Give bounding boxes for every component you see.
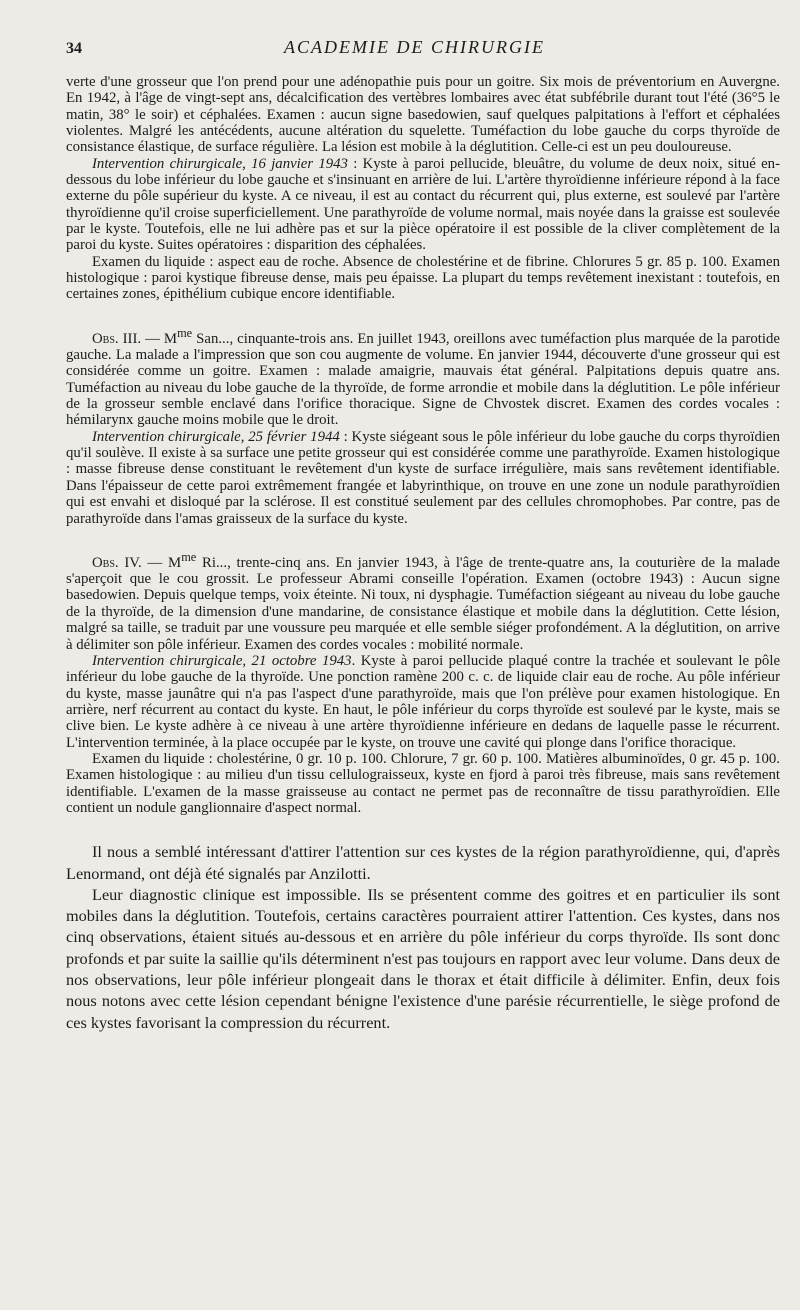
page-number: 34 [66, 40, 82, 57]
obs3-intervention-text: : Kyste siégeant sous le pôle inférieur du lobe gauche du corps thyroïdien qu'il soulève. Il existe à sa surface une petite grosseur qui est considérée comme une parathyroïde. Examen histologique : masse fibreuse dense constituant le revêtement d'un kyste de surface irrégulière, mais sans revêtement identifiable. Dans l'épaisseur de cette paroi extrêmement frangée et labyrinthique, on trouve en une zone un nodule parathyroïdien qui est envahi et disloqué par la sclérose. Il est constitué seulement par des cellules chromophobes. Par contre, pas de parathyroïde dans l'amas graisseux de la surface du kyste. [66, 428, 780, 527]
spacer [66, 303, 780, 325]
obs4-intro: — M [141, 554, 182, 571]
case-reports [66, 74, 780, 816]
obs3-sup: me [177, 325, 193, 340]
obs3-history [66, 325, 780, 429]
spacer [66, 816, 780, 841]
obs4-label: Obs. IV. [92, 554, 142, 571]
obs4-history [66, 549, 780, 653]
spacer [66, 527, 780, 549]
obs3-label: Obs. III. [92, 330, 142, 347]
obs2-intervention-label: Intervention chirurgicale, 16 janvier 1943 [92, 155, 348, 172]
obs3-intro: — M [141, 330, 178, 347]
obs4-intervention-text: . Kyste à paroi pellucide plaqué contre la trachée et soulevant le pôle inférieur du lobe gauche de la thyroïde. Une ponction ramène 200 c. c. de liquide clair eau de roche. Au pôle inférieur du kyste, masse jaunâtre qui n'a pas l'aspect d'une parathyroïde, mais que l'on prélève pour examen histologique. En arrière, nerf récurrent au contact du kyste. En haut, le pôle inférieur du corps thyroïde est soulevé par le kyste, mais se clive bien. Le kyste adhère à ce niveau à une artère thyroïdienne inférieure en dedans de laquelle passe le récurrent. L'intervention terminée, à la place occupée par le kyste, on trouve une cavité qui plonge dans l'orifice thoracique. [66, 652, 781, 751]
obs3-text: San..., cinquante-trois ans. En juillet 1943, oreillons avec tuméfaction plus marquée de la parotide gauche. La malade a l'impression que son cou augmente de volume. En janvier 1944, découverte d'une grosseur qui est considérée comme un goitre. Examen : malade amaigrie, mauvais état général. Palpitations depuis quatre ans. Tuméfaction au niveau du lobe gauche de la thyroïde, de forme arrondie et mobile dans la déglutition. Le pôle inférieur de la grosseur semble enclavé dans l'orifice thoracique. Signe de Chvostek discret. Examen des cordes vocales : hémilarynx gauche moins mobile que le droit. [66, 330, 780, 429]
obs4-sup: me [181, 549, 197, 564]
obs2-intervention [66, 156, 780, 254]
discussion-paragraph-1: Il nous a semblé intéressant d'attirer l'attention sur ces kystes de la région parathyroïdienne, qui, d'après Lenormand, ont déjà été signalés par Anzilotti. [66, 842, 780, 883]
page-body [66, 74, 780, 1033]
obs3-intervention-label: Intervention chirurgicale, 25 février 1944 [92, 428, 340, 445]
obs4-text: Ri..., trente-cinq ans. En janvier 1943, à l'âge de trente-quatre ans, la couturière de la malade s'aperçoit que le cou grossit. Le professeur Abrami conseille l'opération. Examen (octobre 1943) : Aucun signe basedowien. Depuis quelque temps, voix éteinte. Ni toux, ni dysphagie. Tuméfaction siégeant au niveau du lobe gauche de la thyroïde, de la dimension d'une mandarine, de consistance élastique et mobile dans la déglutition. Cette lésion, malgré sa taille, se traduit par une voussure peu marquée et elle semble siéger profondément. A la déglutition, on arrive à délimiter son pôle inférieur. Examen des cordes vocales : mobilité normale. [66, 554, 780, 653]
discussion [66, 841, 780, 1033]
obs4-intervention [66, 653, 780, 751]
obs2-exam: Examen du liquide : aspect eau de roche. Absence de cholestérine et de fibrine. Chlorures 5 gr. 85 p. 100. Examen histologique : paroi kystique fibreuse dense, mais peu épaisse. La plupart du temps revêtement inexistant : toutefois, en certaines zones, épithélium cubique encore identifiable. [66, 253, 780, 303]
page-header [66, 36, 760, 60]
obs3-intervention [66, 429, 780, 527]
discussion-paragraph-2: Leur diagnostic clinique est impossible. Ils se présentent comme des goitres et en particulier ils sont mobiles dans la déglutition. Toutefois, certains caractères pourraient attirer l'attention. Ces kystes, dans nos cinq observations, étaient situés au-dessous et en arrière du pôle inférieur du corps thyroïde. Ils sont donc profonds et par suite la saillie qu'ils déterminent n'est pas toujours en rapport avec leur volume. Dans deux de nos observations, leur pôle inférieur plongeait dans le thorax et était difficile à délimiter. Enfin, deux fois nous notons avec cette lésion cependant bénigne l'existence d'une parésie récurrentielle, le siège profond de ces kystes favorisant la compression du récurrent. [66, 884, 780, 1032]
obs4-exam: Examen du liquide : cholestérine, 0 gr. 10 p. 100. Chlorure, 7 gr. 60 p. 100. Matières albuminoïdes, 0 gr. 45 p. 100. Examen histologique : au milieu d'un tissu cellulograisseux, kyste en fjord à paroi très fibreuse, mais sans revêtement identifiable. L'examen de la masse graisseuse au contact ne permet pas de reconnaître de tissu parathyroïdien. Elle contient un nodule ganglionnaire d'aspect normal. [66, 750, 780, 816]
obs2-history: verte d'une grosseur que l'on prend pour une adénopathie puis pour un goitre. Six mois de préventorium en Auvergne. En 1942, à l'âge de vingt-sept ans, décalcification des vertèbres lombaires avec état subfébrile durant tout l'été (36°5 le matin, 38° le soir) et céphalées. Examen : aucun signe basedowien, sauf quelques palpitations à l'effort et céphalées violentes. Malgré les antécédents, aucune altération du squelette. Tuméfaction du lobe gauche du corps thyroïde de consistance élastique, de surface régulière. La lésion est mobile à la déglutition. Celle-ci est un peu douloureuse. [66, 74, 780, 156]
obs4-intervention-label: Intervention chirurgicale, 21 octobre 1943 [92, 652, 352, 669]
obs2-intervention-text: : Kyste à paroi pellucide, bleuâtre, du volume de deux noix, situé en-dessous du lobe inférieur du lobe gauche et s'insinuant en arrière de lui. L'artère thyroïdienne inférieure répond à la face externe du pôle supérieur du kyste. A ce niveau, il est au contact du récurrent qui, plus externe, est soulevé par l'artère thyroïdienne qu'il croise superficiellement. Une parathyroïde de volume normal, mais noyée dans la graisse est soulevée par le kyste. Toutefois, elle ne lui adhère pas et sur la pièce opératoire il est possible de la cliver complètement de la paroi du kyste. Suites opératoires : disparition des céphalées. [66, 155, 780, 254]
running-title: ACADEMIE DE CHIRURGIE [284, 37, 545, 57]
